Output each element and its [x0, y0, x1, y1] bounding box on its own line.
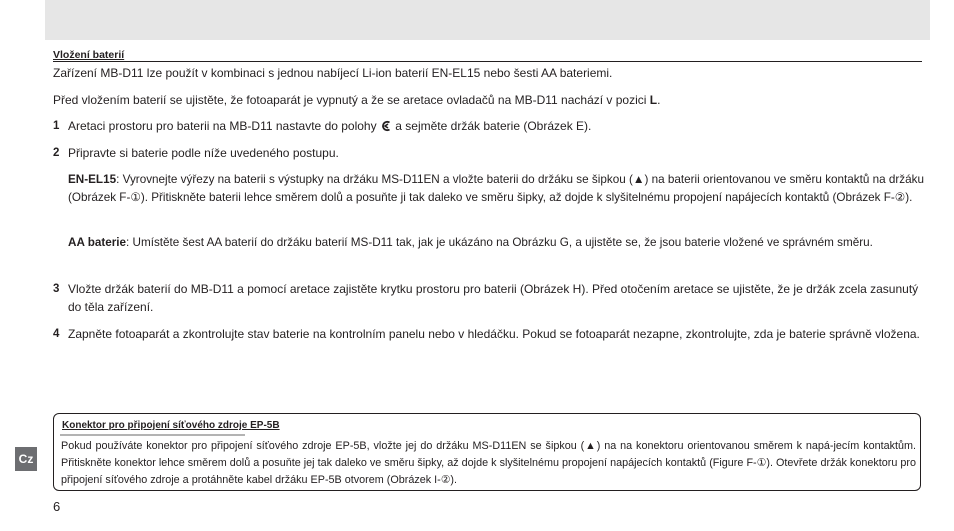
step-1-text: [68, 117, 924, 137]
note-text: Pokud používáte konektor pro připojení síťového zdroje EP-5B, vložte jej do držáku MS-D11EN se šipkou (▲) na na konektoru orientovanou směrem k napá-jecím kontaktům. Přitiskněte konektor lehce směrem dolů a posuňte jej tak daleko ve směru šipky, až dojde k slyšitelnému propojení napájecích kontaktů (Figure F-①). Otevřete držák konektoru pro připojení síťového zdroje a protáhněte kabel držáku EP-5B otvorem (Obrázek I-②).: [61, 440, 916, 486]
step-number: 4: [53, 328, 60, 340]
page-number: 6: [53, 499, 61, 514]
intro-paragraph: Zařízení MB-D11 lze použít v kombinaci s jednou nabíjecí Li-ion baterií EN-EL15 nebo šesti AA bateriemi.: [53, 66, 613, 80]
en-el15-instructions: [68, 171, 924, 207]
precaution-text: Před vložením baterií se ujistěte, že fotoaparát je vypnutý a že se aretace ovladačů na MB-D11 nachází v pozici: [53, 93, 650, 107]
section-title: Vložení baterií: [53, 49, 922, 62]
unlock-icon: [380, 119, 392, 137]
aa-text: : Umístěte šest AA baterií do držáku baterií MS-D11 tak, jak je ukázáno na Obrázku G, a ujistěte se, že jsou baterie vložené ve správném směru.: [126, 236, 873, 249]
note-title: Konektor pro připojení síťového zdroje EP-5B: [62, 420, 280, 431]
precaution-end: .: [657, 93, 661, 107]
step-number: 2: [53, 147, 60, 159]
lock-position-label: L: [649, 93, 658, 107]
en-el15-label: EN-EL15: [68, 173, 117, 186]
language-tab: Cz: [15, 447, 37, 471]
step-number: 3: [53, 283, 60, 295]
step-1-after: a sejměte držák baterie (Obrázek E).: [391, 119, 592, 133]
step-1-before: Aretaci prostoru pro baterii na MB-D11 nastavte do polohy: [68, 119, 380, 133]
note-title-rule: [60, 434, 245, 436]
step-4-text: Zapněte fotoaparát a zkontrolujte stav baterie na kontrolním panelu nebo v hledáčku. Pokud se fotoaparát nezapne, zkontrolujte, zda je baterie správně vložena.: [68, 327, 920, 341]
step-2-text: Připravte si baterie podle níže uvedeného postupu.: [68, 146, 339, 160]
step-3-text: Vložte držák baterií do MB-D11 a pomocí aretace zajistěte krytku prostoru pro baterii (Obrázek H). Před otočením aretace se ujistěte, že je držák zcela zasunutý do těla zařízení.: [68, 282, 919, 314]
note-box: [53, 413, 921, 491]
header-band: [45, 0, 930, 40]
aa-label: AA baterie: [68, 236, 127, 249]
step-number: 1: [53, 120, 60, 132]
precaution-paragraph: [53, 91, 922, 109]
aa-instructions: [68, 234, 924, 252]
en-el15-text: : Vyrovnejte výřezy na baterii s výstupky na držáku MS-D11EN a vložte baterii do držáku se šipkou (▲) na baterii orientovanou ve směru kontaktů na držáku (Obrázek F-①). Přitiskněte baterii lehce směrem dolů a posuňte ji tak daleko ve směru šipky, až dojde k slyšitelnému propojení napájecích kontaktů (Obrázek F-②).: [68, 173, 924, 204]
